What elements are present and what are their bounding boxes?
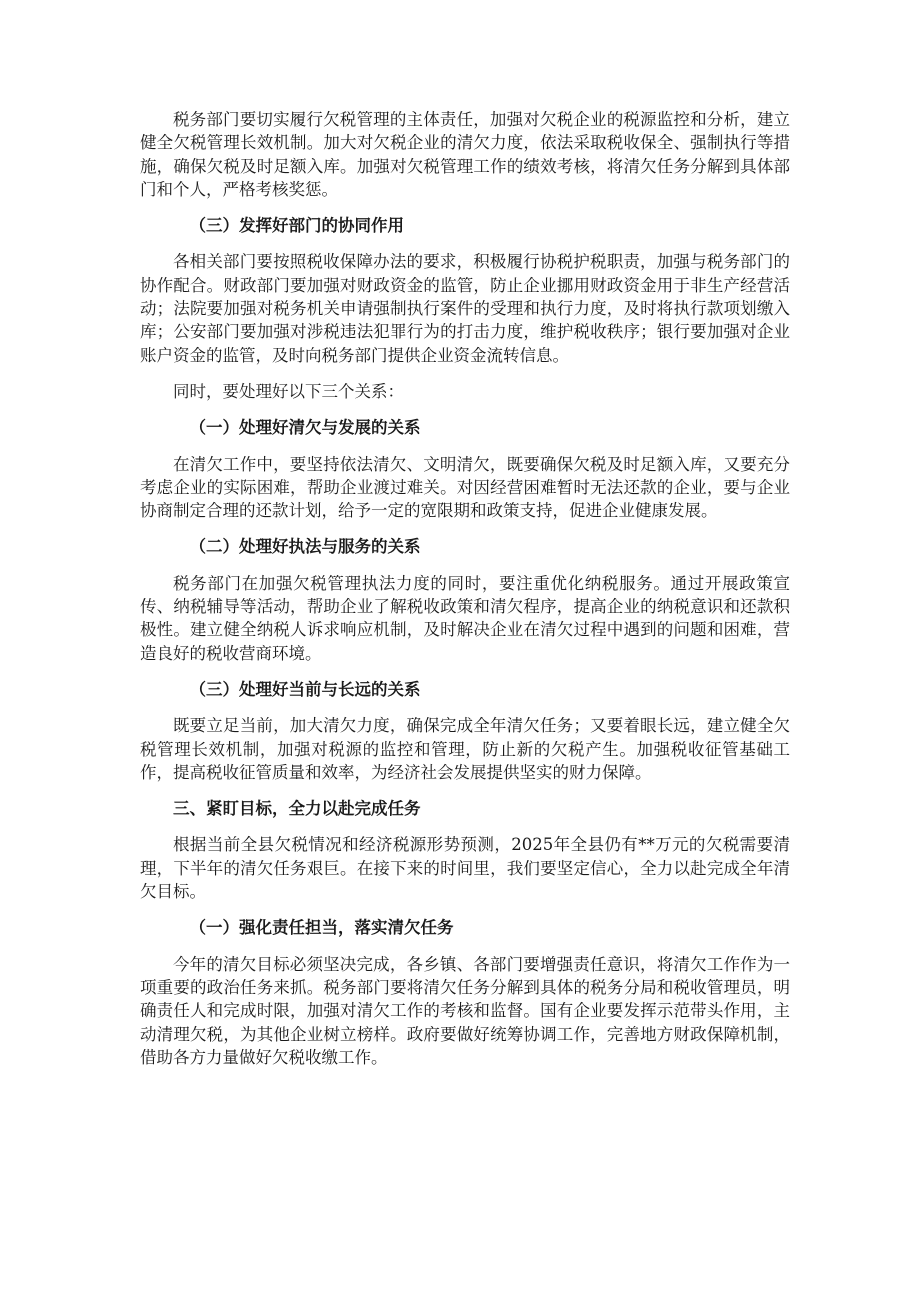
- section-heading: （三）处理好当前与长远的关系: [189, 679, 421, 699]
- section-heading: （三）发挥好部门的协同作用: [189, 216, 404, 236]
- section-heading: （二）处理好执法与服务的关系: [189, 537, 421, 557]
- section-heading: （一）强化责任担当，落实清欠任务: [189, 918, 454, 938]
- paragraph: 税务部门要切实履行欠税管理的主体责任，加强对欠税企业的税源监控和分析，建立健全欠税管理长效机制。加大对欠税企业的清欠力度，依法采取税收保全、强制执行等措施，确保欠税及时足额入库。加强对欠税管理工作的绩效考核，将清欠任务分解到具体部门和个人，严格考核奖惩。: [140, 110, 790, 199]
- document-page: [140, 108, 790, 1082]
- paragraph: 税务部门在加强欠税管理执法力度的同时，要注重优化纳税服务。通过开展政策宣传、纳税辅导等活动，帮助企业了解税收政策和清欠程序，提高企业的纳税意识和还款积极性。建立健全纳税人诉求响应机制，及时解决企业在清欠过程中遇到的问题和困难，营造良好的税收营商环境。: [140, 573, 790, 663]
- paragraph: 根据当前全县欠税情况和经济税源形势预测，2025年全县仍有**万元的欠税需要清理，下半年的清欠任务艰巨。在接下来的时间里，我们要坚定信心，全力以赴完成全年清欠目标。: [140, 835, 790, 902]
- paragraph: 同时，要处理好以下三个关系：: [173, 381, 404, 401]
- section-heading: （一）处理好清欠与发展的关系: [189, 418, 421, 438]
- chapter-heading: 三、紧盯目标，全力以赴完成任务: [173, 799, 421, 819]
- paragraph: 既要立足当前，加大清欠力度，确保完成全年清欠任务；又要着眼长远，建立健全欠税管理长效机制，加强对税源的监控和管理，防止新的欠税产生。加强税收征管基础工作，提高税收征管质量和效率，为经济社会发展提供坚实的财力保障。: [140, 716, 790, 782]
- paragraph: 各相关部门要按照税收保障办法的要求，积极履行协税护税职责，加强与税务部门的协作配合。财政部门要加强对财政资金的监管，防止企业挪用财政资金用于非生产经营活动；法院要加强对税务机关申请强制执行案件的受理和执行力度，及时将执行款项划缴入库；公安部门要加强对涉税违法犯罪行为的打击力度，维护税收秩序；银行要加强对企业账户资金的监管，及时向税务部门提供企业资金流转信息。: [140, 252, 790, 365]
- paragraph: 今年的清欠目标必须坚决完成，各乡镇、各部门要增强责任意识，将清欠工作作为一项重要的政治任务来抓。税务部门要将清欠任务分解到具体的税务分局和税收管理员，明确责任人和完成时限，加强对清欠工作的考核和监督。国有企业要发挥示范带头作用，主动清理欠税，为其他企业树立榜样。政府要做好统筹协调工作，完善地方财政保障机制，借助各方力量做好欠税收缴工作。: [140, 954, 790, 1067]
- paragraph: 在清欠工作中，要坚持依法清欠、文明清欠，既要确保欠税及时足额入库，又要充分考虑企业的实际困难，帮助企业渡过难关。对因经营困难暂时无法还款的企业，要与企业协商制定合理的还款计划，给予一定的宽限期和政策支持，促进企业健康发展。: [140, 454, 790, 521]
